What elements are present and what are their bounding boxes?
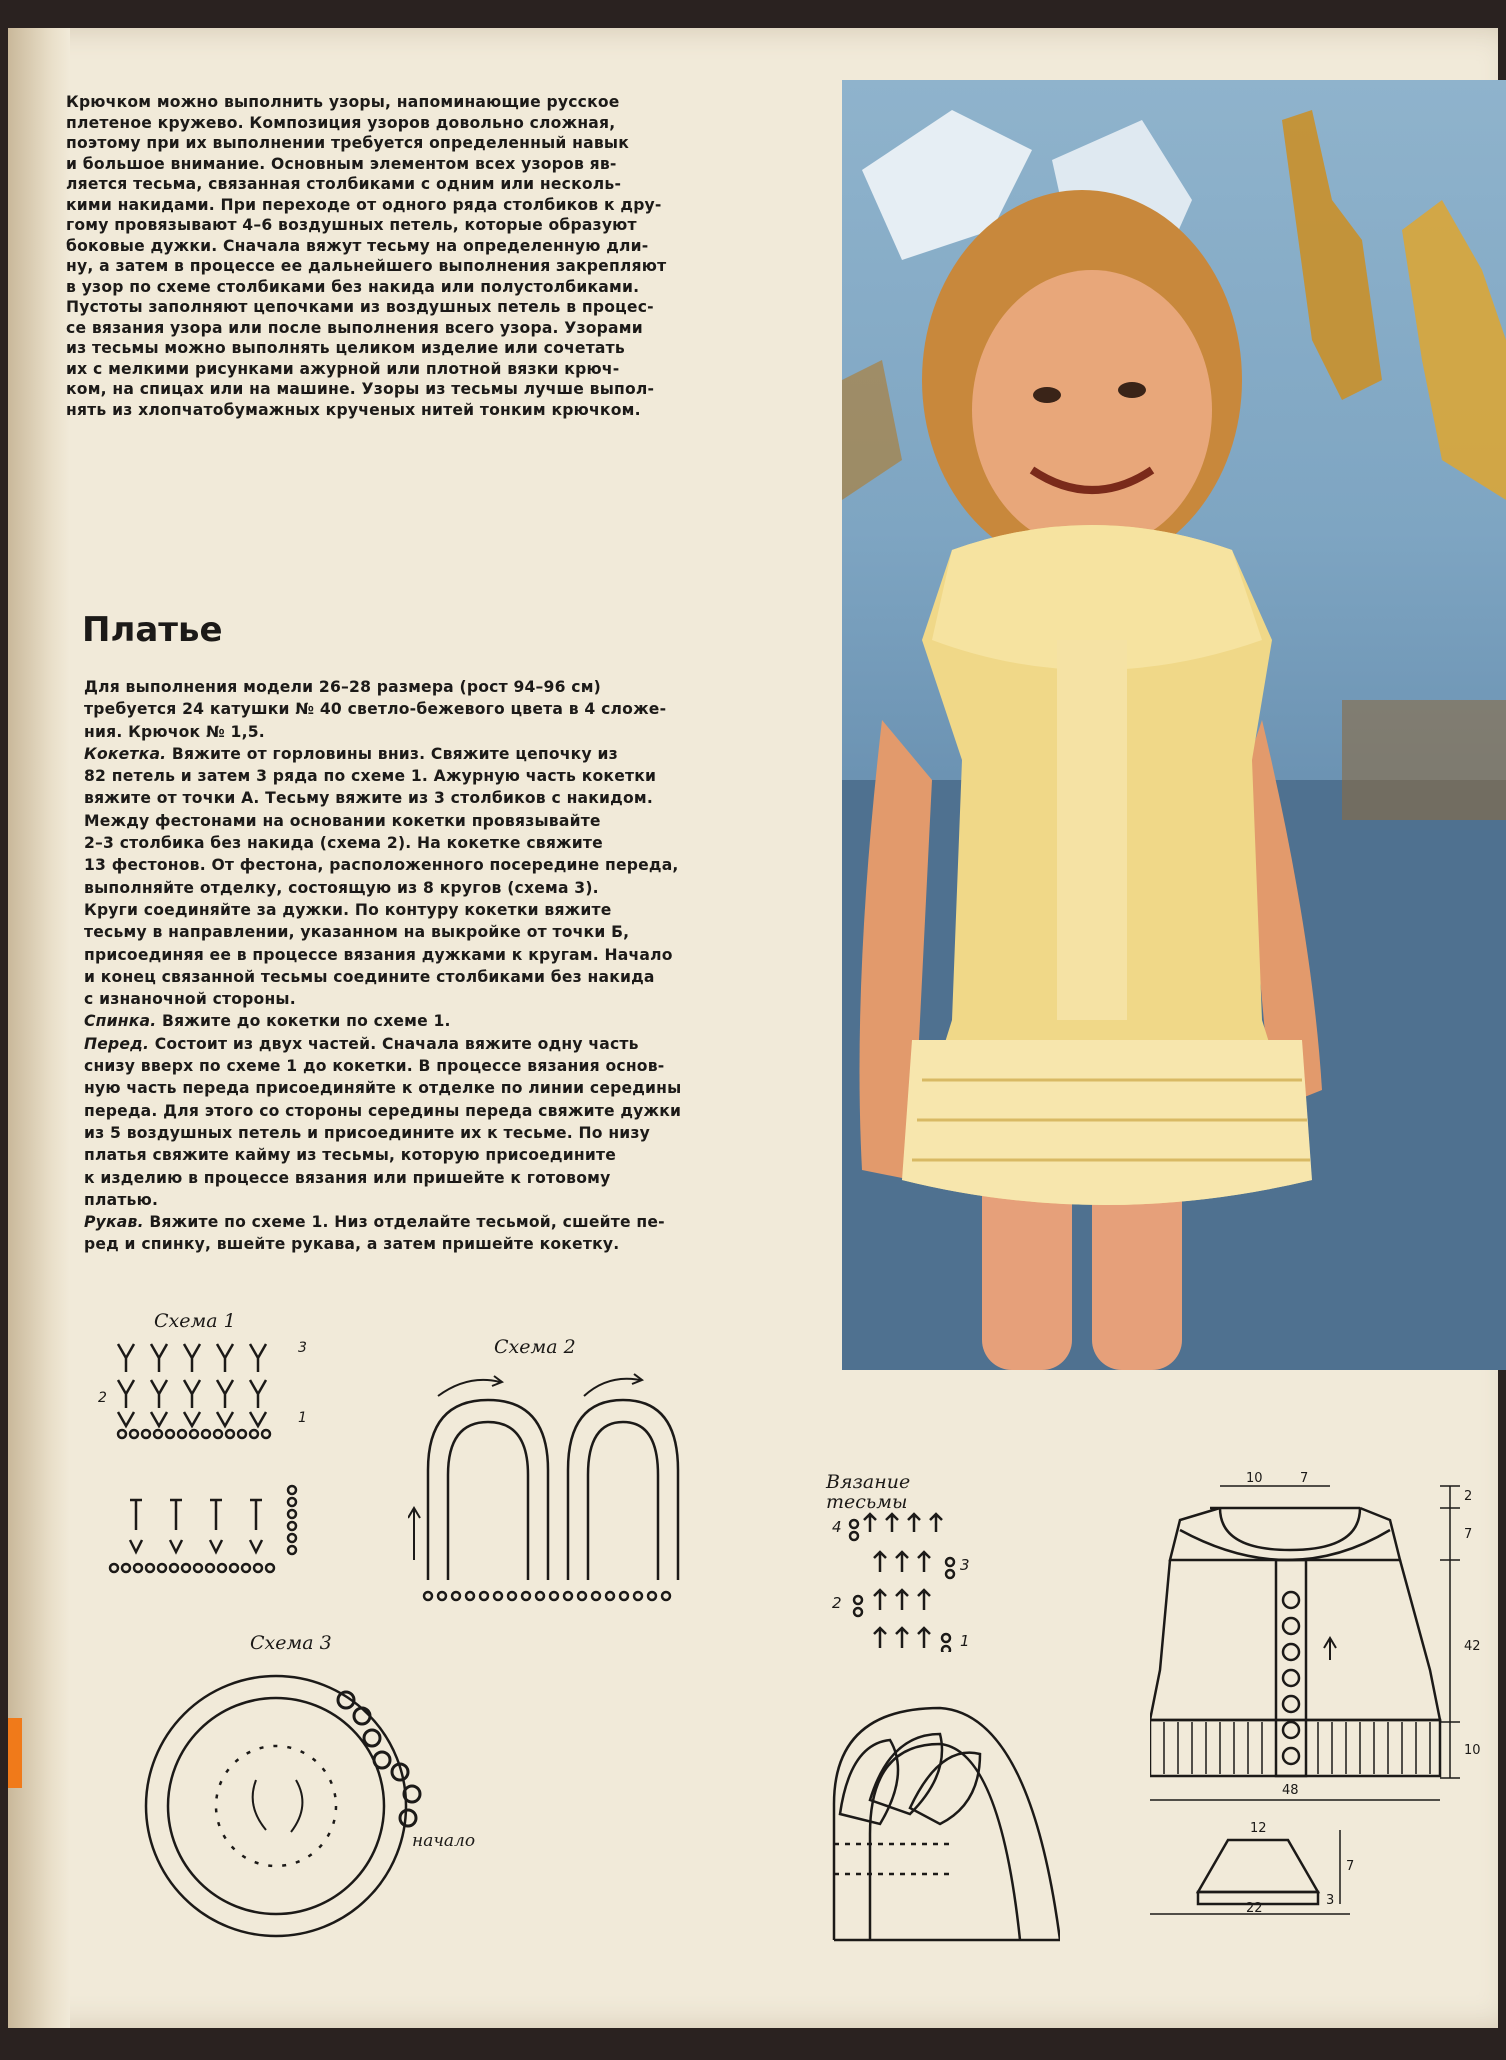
dim-sleeve-top: 12 — [1250, 1821, 1267, 1836]
dim-top: 2 — [1464, 1489, 1473, 1504]
tape-row-4: 4 — [832, 1518, 842, 1536]
scheme-1-label: Схема 1 — [154, 1310, 236, 1332]
dim-sleeve-bottom: 22 — [1246, 1901, 1263, 1916]
dim-yoke: 7 — [1464, 1527, 1473, 1542]
dim-total: 42 — [1464, 1639, 1481, 1654]
dim-bottom: 48 — [1282, 1783, 1299, 1798]
tape-diagram — [830, 1512, 990, 1652]
intro-paragraph: Крючком можно выполнить узоры, напоминающие русское плетеное кружево. Композиция узоров довольно сложная, поэтому при их выполнении требуется определенный навык и большое внимание. Основным элементом всех узоров яв- ляется тесьма, связанная столбиками с одним или несколь- кими накидами. При переходе от одного ряда столбиков к дру- гому провязывают 4–6 воздушных петель, которые образуют боковые дужки. Сначала вяжут тесьму на определенную дли- ну, а затем в процессе ее дальнейшего выполнения закрепляют в узор по схеме столбиками без накида или полустолбиками. Пустоты заполняют цепочками из воздушных петель в процес- се вязания узора или после выполнения всего узора. Узорами из тесьмы можно выполнять целиком изделие или сочетать их с мелкими рисунками ажурной или плотной вязки крюч- ком, на спицах или на машине. Узоры из тесьмы лучше выпол- нять из хлопчатобумажных крученых нитей тонким крючком. — [66, 93, 667, 419]
pered-text: Состоит из двух частей. Сначала вяжите одну часть снизу вверх по схеме 1 до кокетки. В процессе вязания основ- ную часть переда присоединяйте к отделке по линии середины переда. Для этого со стороны середины переда свяжите дужки из 5 воздушных петель и присоедините их к тесьме. По низу платья свяжите кайму из тесьмы, которую присоедините к изделию в процессе вязания или пришейте к готовому платью. — [84, 1034, 682, 1209]
yoke-diagram — [830, 1704, 1060, 1944]
koketka-label: Кокетка. — [84, 744, 167, 763]
spinka-text: Вяжите до кокетки по схеме 1. — [156, 1012, 451, 1031]
pered-label: Перед. — [84, 1034, 150, 1053]
scheme-3-start-label: начало — [412, 1831, 476, 1851]
scheme-2-label: Схема 2 — [494, 1336, 576, 1358]
materials-text: Для выполнения модели 26–28 размера (рост 94–96 см) требуется 24 катушки № 40 светло-бежевого цвета в 4 сложе- ния. Крючок № 1,5. — [84, 678, 667, 741]
scheme-1-row-2: 2 — [98, 1390, 107, 1406]
section-title: Платье — [82, 610, 223, 650]
scheme-2-diagram — [408, 1360, 688, 1610]
dim-sleeve-band: 3 — [1326, 1893, 1335, 1908]
tape-row-1: 1 — [960, 1632, 970, 1650]
koketka-text: Вяжите от горловины вниз. Свяжите цепочку из 82 петель и затем 3 ряда по схеме 1. Ажурную часть кокетки вяжите от точки А. Тесьму вяжите из 3 столбиков с накидом. Между фестонами на основании кокетки провязывайте 2–3 столбика без накида (схема 2). На кокетке свяжите 13 фестонов. От фестона, расположенного посередине переда, выполняйте отделку, состоящую из 8 кругов (схема 3). Круги соединяйте за дужки. По контуру кокетки вяжите тесьму в направлении, указанном на выкройке от точки Б, присоединяя ее в процессе вязания дужками к кругам. Начало и конец связанной тесьмы соедините столбиками без накида с изнаночной стороны. — [84, 744, 679, 1009]
photo-illustration — [842, 80, 1506, 1370]
spinka-label: Спинка. — [84, 1012, 157, 1031]
dress-photo — [842, 80, 1506, 1370]
rukav-label: Рукав. — [84, 1213, 144, 1232]
dim-sleeve-height: 7 — [1346, 1859, 1355, 1874]
tape-row-3: 3 — [960, 1556, 970, 1574]
scheme-1-row-3: 3 — [298, 1340, 307, 1356]
tape-row-2: 2 — [832, 1594, 842, 1612]
scheme-1-diagram — [96, 1330, 326, 1590]
rukav-text: Вяжите по схеме 1. Низ отделайте тесьмой, сшейте пе- ред и спинку, вшейте рукава, а затем пришейте кокетку. — [84, 1213, 665, 1254]
scheme-3-diagram — [136, 1660, 476, 1950]
dim-hem: 10 — [1464, 1743, 1481, 1758]
dim-shoulder: 7 — [1300, 1471, 1309, 1486]
tape-scheme-label: Вязание тесьмы — [826, 1471, 911, 1513]
scheme-3-label: Схема 3 — [250, 1632, 332, 1654]
dress-instructions — [84, 676, 770, 1256]
scheme-1-row-1: 1 — [298, 1410, 307, 1426]
dim-neck: 10 — [1246, 1471, 1263, 1486]
page-edge-mark — [8, 1718, 22, 1788]
dress-pattern-diagram — [1150, 1460, 1500, 1920]
